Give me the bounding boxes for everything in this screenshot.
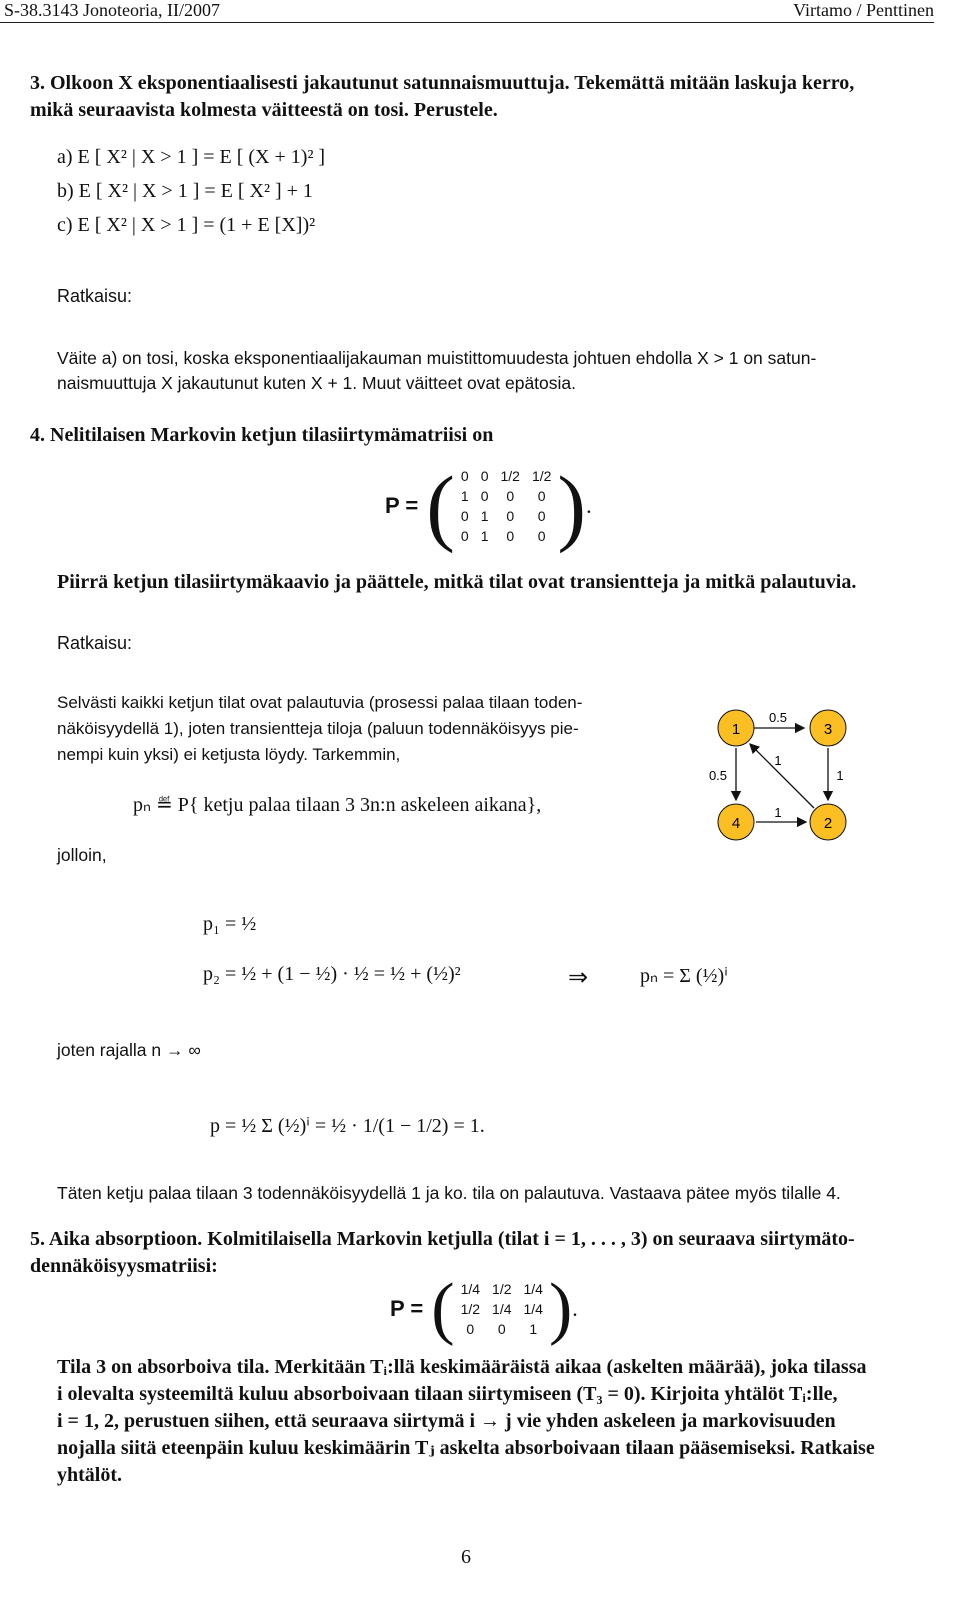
matrix-cell: 1/4 (523, 1301, 543, 1317)
matrix-cell: 0 (460, 468, 469, 484)
claim-a: a) E [ X² | X > 1 ] = E [ (X + 1)² ] (57, 146, 326, 168)
matrix-cell: 0 (537, 528, 546, 544)
conclusion-4: Täten ketju palaa tilaan 3 todennäköisyydellä 1 ja ko. tila on palautuva. Vastaava pätee myös tilalle 4. (57, 1183, 841, 1203)
matrix-p5 (455, 1279, 549, 1339)
header-rule (0, 22, 934, 23)
edge-label-1-3: 0.5 (768, 710, 788, 725)
matrix-cell: 1/2 (531, 468, 552, 484)
matrix-cell: 0 (480, 488, 489, 504)
problem-5-task (57, 1354, 942, 1489)
solution-4-line-1: Selvästi kaikki ketjun tilat ovat palautuvia (prosessi palaa tilaan toden- (57, 693, 583, 712)
matrix-cell: 1 (529, 1321, 538, 1337)
problem-3-intro-line-2: mikä seuraavista kolmesta väitteestä on tosi. Perustele. (30, 99, 498, 121)
matrix-cell: 0 (460, 508, 469, 524)
matrix-cell: 0 (466, 1321, 475, 1337)
state-1-label: 1 (731, 721, 741, 738)
matrix-cell: 1/2 (460, 1301, 481, 1317)
solution-3-line-2: naismuuttuja X jakautunut kuten X + 1. Muut väitteet ovat epätosia. (57, 373, 577, 393)
left-paren: ( (431, 1270, 455, 1347)
claim-c: c) E [ X² | X > 1 ] = (1 + E [X])² (57, 214, 316, 236)
implies-arrow: ⇒ (568, 965, 589, 991)
pn-definition: pₙ ≝ P{ ketju palaa tilaan 3 3n:n askeleen aikana}, (133, 794, 542, 816)
matrix-cell: 0 (506, 508, 515, 524)
matrix-cell: 0 (506, 528, 515, 544)
matrix-p5-block (390, 1270, 578, 1347)
matrix-cell: 0 (460, 528, 469, 544)
matrix-cell: 1/4 (492, 1301, 512, 1317)
matrix-cell: 1/2 (492, 1281, 512, 1297)
problem-4-task: Piirrä ketjun tilasiirtymäkaavio ja päättele, mitkä tilat ovat transientteja ja mitkä palautuvia. (57, 571, 857, 593)
header-right: Virtamo / Penttinen (793, 0, 934, 20)
matrix-cell: 1/4 (523, 1281, 543, 1297)
problem-3-intro (30, 70, 940, 124)
left-paren: ( (426, 458, 455, 554)
matrix-row (455, 466, 558, 486)
p1-equation: p₁ = ½ (203, 913, 257, 935)
page-number: 6 (461, 1546, 471, 1568)
edge-2-1 (750, 744, 814, 808)
matrix-row (455, 486, 558, 506)
claim-b: b) E [ X² | X > 1 ] = E [ X² ] + 1 (57, 180, 313, 202)
state-2-label: 2 (823, 815, 833, 832)
limit-text: joten rajalla n → ∞ (57, 1040, 201, 1060)
problem-5-task-line-2: i olevalta systeemiltä kuluu absorboivaan tilaan siirtymiseen (T₃ = 0). Kirjoita yhtälöt Tᵢ:lle, (57, 1383, 838, 1405)
state-diagram (690, 690, 860, 860)
edge-label-2-1: 1 (774, 753, 782, 768)
jolloin-text: jolloin, (57, 845, 107, 865)
solution-label-4: Ratkaisu: (57, 633, 133, 653)
solution-4 (57, 690, 717, 768)
matrix-row (455, 506, 558, 526)
solution-4-line-3: nempi kuin yksi) ei ketjusta löydy. Tarkemmin, (57, 745, 401, 764)
header-left: S-38.3143 Jonoteoria, II/2007 (4, 0, 220, 20)
p-limit-equation: p = ½ Σ (½)ⁱ = ½ · 1/(1 − 1/2) = 1. (210, 1115, 485, 1137)
matrix-p5-label: P = (390, 1296, 424, 1321)
solution-3-line-1: Väite a) on tosi, koska eksponentiaalijakauman muistittomuudesta johtuen ehdolla X > 1 on satun- (57, 348, 817, 368)
matrix-p4-block (385, 458, 592, 554)
problem-5-intro-line-1: 5. Aika absorptioon. Kolmitilaisella Markovin ketjulla (tilat i = 1, . . . , 3) on seuraava siirtymäto- (30, 1228, 855, 1250)
matrix-cell: 0 (480, 468, 489, 484)
problem-5-task-line-3: i = 1, 2, perustuen siihen, että seuraava siirtymä i → j vie yhden askeleen ja markovisuuden (57, 1410, 836, 1432)
matrix-cell: 1/4 (460, 1281, 481, 1297)
right-paren: ) (557, 458, 587, 554)
matrix-p4 (455, 466, 558, 546)
matrix-p4-label: P = (385, 493, 419, 518)
pn-sum: pₙ = Σ (½)ⁱ (640, 965, 728, 987)
matrix-cell: 1 (480, 528, 489, 544)
edge-label-4-2: 1 (774, 805, 782, 820)
problem-5-intro (30, 1226, 940, 1280)
problem-5-task-line-4: nojalla siitä eteenpäin kuluu keskimäärin Tⱼ askelta absorboivaan tilaan pääsemiseksi. Ratkaise (57, 1437, 875, 1459)
p2-equation: p₂ = ½ + (1 − ½) · ½ = ½ + (½)² (203, 963, 461, 985)
problem-5-task-line-1: Tila 3 on absorboiva tila. Merkitään Tᵢ:llä keskimääräistä aikaa (askelten määrää), joka tilassa (57, 1356, 867, 1378)
state-4-label: 4 (731, 815, 741, 832)
matrix-cell: 1/2 (500, 468, 520, 484)
problem-4-intro: 4. Nelitilaisen Markovin ketjun tilasiirtymämatriisi on (30, 424, 494, 446)
solution-4-line-2: näköisyydellä 1), joten transientteja tiloja (paluun todennäköisyys pie- (57, 719, 579, 738)
matrix-row (455, 1279, 549, 1299)
problem-5-intro-line-2: dennäköisyysmatriisi: (30, 1255, 218, 1277)
state-3-label: 3 (823, 721, 833, 738)
matrix-row (455, 1319, 549, 1339)
solution-3 (57, 346, 937, 396)
edge-label-1-4: 0.5 (708, 768, 728, 783)
edge-label-3-2: 1 (836, 768, 844, 783)
matrix-cell: 1 (460, 488, 469, 504)
matrix-row (455, 526, 558, 546)
matrix-cell: 0 (506, 488, 515, 504)
matrix-p5-dot: . (572, 1296, 578, 1321)
problem-3-intro-line-1: 3. Olkoon X eksponentiaalisesti jakautunut satunnaismuuttuja. Tekemättä mitään laskuja kerro, (30, 72, 855, 94)
matrix-p4-dot: . (586, 493, 592, 518)
matrix-cell: 1 (480, 508, 489, 524)
matrix-cell: 0 (537, 488, 546, 504)
matrix-row (455, 1299, 549, 1319)
right-paren: ) (548, 1270, 573, 1347)
matrix-cell: 0 (537, 508, 546, 524)
solution-label-3: Ratkaisu: (57, 286, 133, 306)
matrix-cell: 0 (497, 1321, 506, 1337)
problem-5-task-line-5: yhtälöt. (57, 1464, 122, 1486)
